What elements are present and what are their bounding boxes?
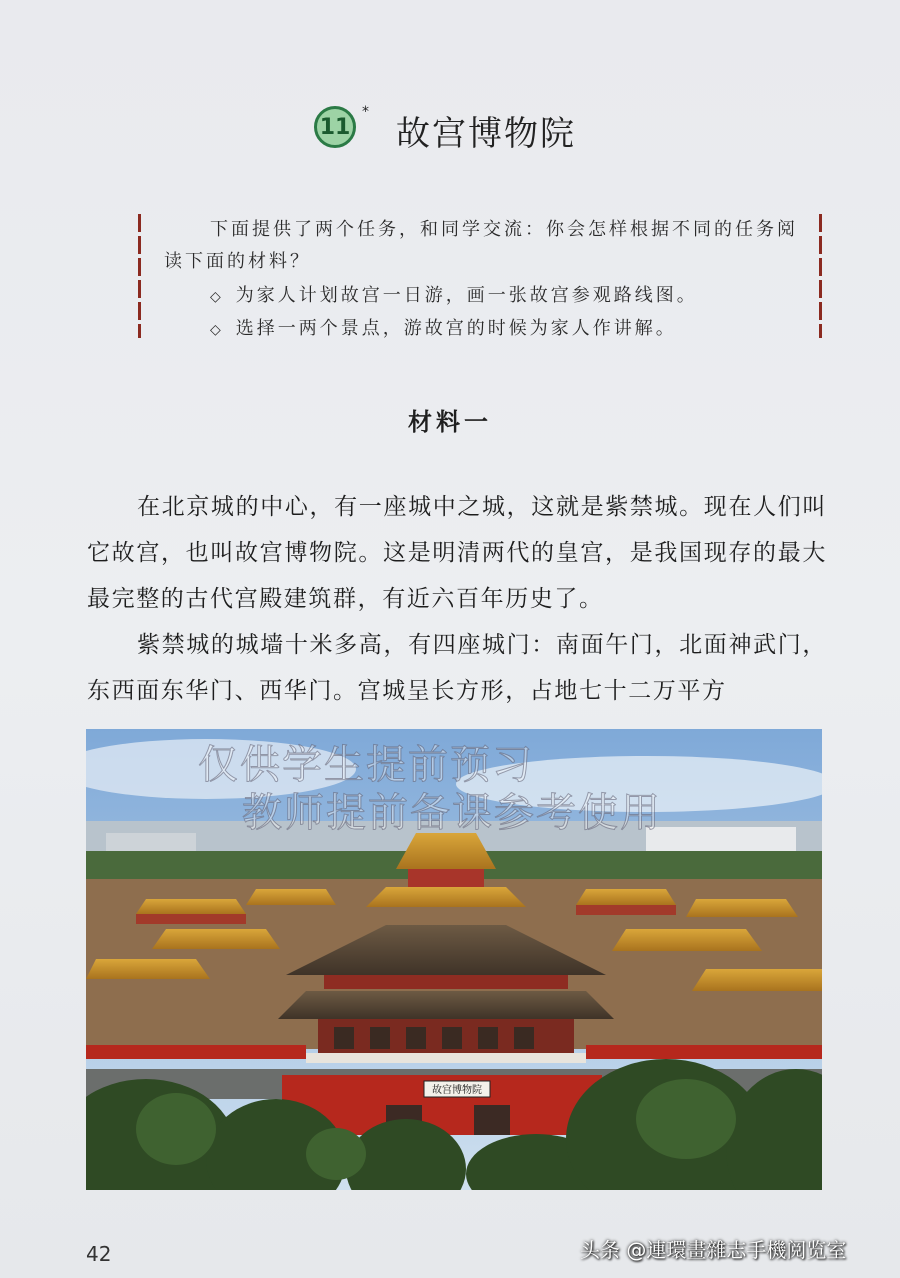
paragraph-1: 在北京城的中心，有一座城中之城，这就是紫禁城。现在人们叫它故宫，也叫故宫博物院。这是明清两代的皇宫，是我国现存的最大最完整的古代宫殿建筑群，有近六百年历史了。 [87, 494, 827, 612]
task-item-guide: ◇ 选择一两个景点，游故宫的时候为家人作讲解。 [210, 313, 698, 346]
lesson-title: 故宫博物院 [396, 114, 576, 154]
task-item-route-map: ◇ 为家人计划故宫一日游，画一张故宫参观路线图。 [210, 280, 698, 313]
paragraph-2: 紫禁城的城墙十米多高，有四座城门：南面午门，北面神武门，东西面东华门、西华门。宫城呈长方形，占地七十二万平方 [87, 632, 827, 704]
task-box [138, 214, 822, 338]
section-heading: 材料一 [408, 407, 492, 436]
task-list [210, 280, 698, 346]
forbidden-city-photo [86, 729, 822, 1190]
gate-plaque: 故宫博物院 [432, 1085, 482, 1096]
article-body [87, 484, 827, 714]
lesson-star-mark: * [362, 104, 369, 120]
source-credit: 头条 @連環畫雜志手機阅览室 [580, 1238, 847, 1262]
task-intro: 下面提供了两个任务，和同学交流：你会怎样根据不同的任务阅读下面的材料？ [164, 219, 798, 272]
page-number: 42 [86, 1242, 112, 1266]
lesson-number-badge: 11 [314, 106, 356, 148]
task-box-right-bar [819, 214, 822, 338]
task-box-left-bar [138, 214, 141, 338]
lesson-header [0, 100, 900, 160]
watermark-line-1: 仅供学生提前预习 [198, 742, 534, 788]
watermark-line-2: 教师提前备课参考使用 [242, 790, 662, 836]
